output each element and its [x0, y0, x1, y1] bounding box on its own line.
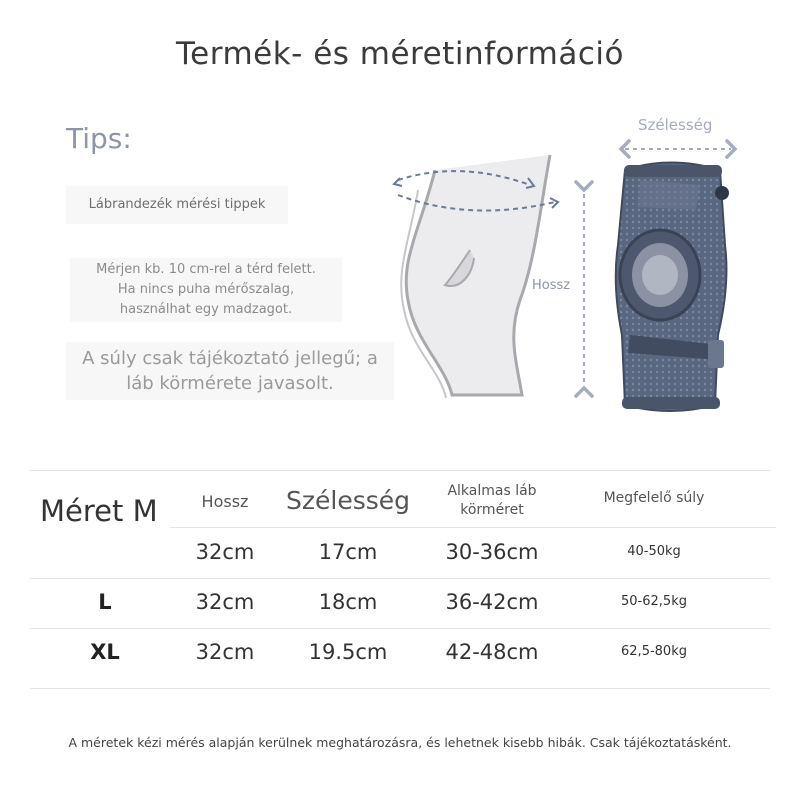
width-label: Szélesség — [638, 116, 713, 134]
row-length: 32cm — [195, 640, 255, 664]
table-divider — [30, 578, 770, 579]
column-header-circumference-line-2: körméret — [460, 502, 524, 518]
row-circumference: 42-48cm — [445, 640, 539, 664]
weight-note-line-1: A súly csak tájékoztató jellegű; a — [82, 348, 378, 369]
length-arrow-icon — [572, 176, 596, 402]
table-divider — [30, 470, 770, 471]
row-size-label: L — [98, 590, 112, 614]
instruction-line-2: Ha nincs puha mérőszalag, — [117, 282, 295, 297]
row-weight: 40-50kg — [627, 544, 681, 559]
measure-instructions — [70, 258, 342, 322]
row-size-label: XL — [90, 640, 120, 664]
table-divider — [170, 527, 776, 528]
size-header: Méret M — [40, 494, 158, 528]
row-length: 32cm — [195, 590, 255, 614]
column-header-circumference — [422, 482, 562, 520]
column-header-length: Hossz — [201, 492, 249, 511]
row-length: 32cm — [195, 540, 255, 564]
row-circumference: 30-36cm — [445, 540, 539, 564]
row-width: 18cm — [318, 590, 378, 614]
table-divider — [30, 628, 770, 629]
weight-note — [66, 342, 394, 400]
knee-brace-image — [600, 135, 740, 415]
measure-tip-text: Lábrandezék mérési tippek — [88, 197, 266, 212]
column-header-width: Szélesség — [286, 486, 410, 515]
column-header-weight: Megfelelő súly — [603, 490, 705, 506]
row-width: 19.5cm — [308, 640, 388, 664]
tips-heading: Tips: — [66, 122, 132, 155]
page-title: Termék- és méretinformáció — [176, 36, 624, 72]
table-divider — [30, 688, 770, 689]
instruction-line-3: használhat egy madzagot. — [119, 302, 293, 317]
footnote: A méretek kézi mérés alapján kerülnek meghatározásra, és lehetnek kisebb hibák. Csak tájékoztatásként. — [68, 735, 732, 750]
leg-measure-illustration — [390, 150, 600, 400]
row-weight: 62,5-80kg — [621, 644, 687, 659]
instruction-line-1: Mérjen kb. 10 cm-rel a térd felett. — [96, 262, 316, 277]
row-weight: 50-62,5kg — [621, 594, 687, 609]
length-label: Hossz — [532, 278, 571, 293]
measure-tip-box — [66, 186, 288, 224]
row-width: 17cm — [318, 540, 378, 564]
row-circumference: 36-42cm — [445, 590, 539, 614]
weight-note-line-2: láb körmérete javasolt. — [126, 373, 334, 394]
column-header-circumference-line-1: Alkalmas láb — [447, 483, 537, 499]
